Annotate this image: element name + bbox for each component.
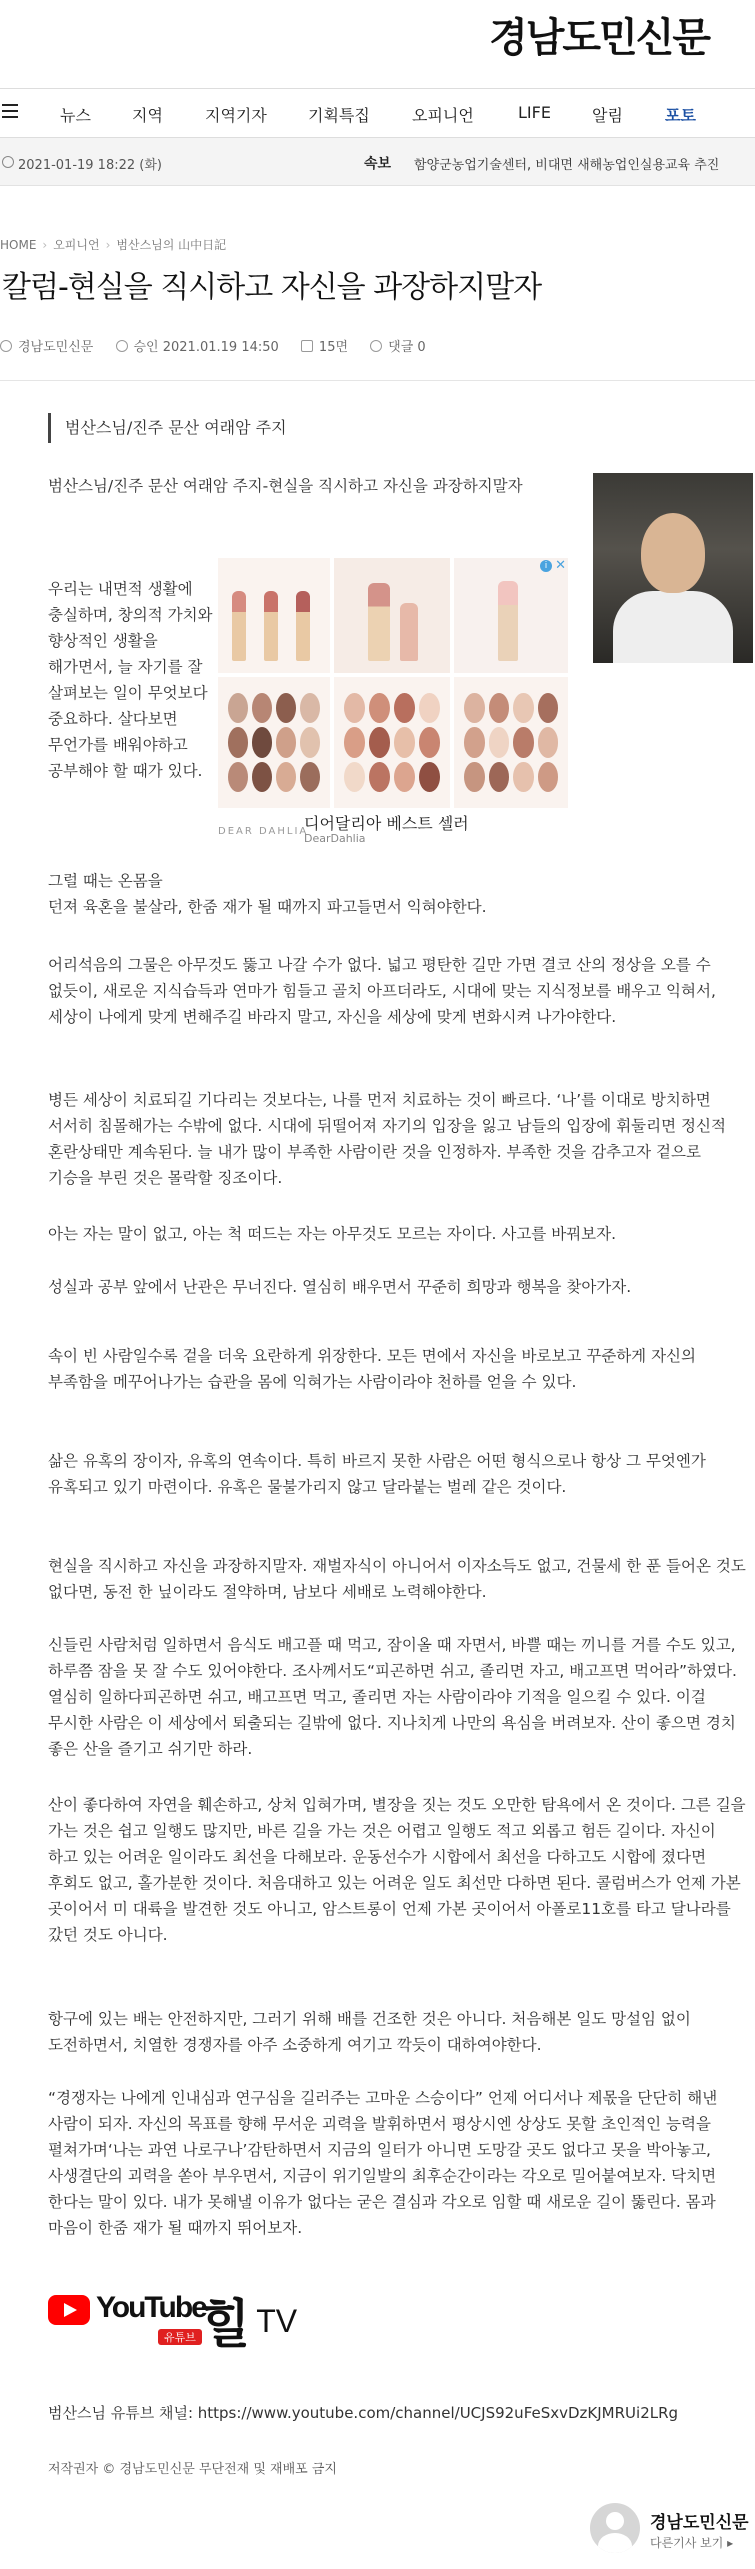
reporter-avatar bbox=[590, 2503, 640, 2553]
clock-icon bbox=[116, 340, 128, 352]
advertisement[interactable] bbox=[218, 558, 568, 846]
more-articles-link[interactable]: 다른기사 보기 ▸ bbox=[650, 2536, 734, 2550]
article-lead: 범산스님/진주 문산 여래암 주지-현실을 직시하고 자신을 과장하지말자 bbox=[48, 477, 523, 495]
youtube-play-icon bbox=[48, 2295, 90, 2325]
article-author: 경남도민신문 bbox=[18, 340, 94, 355]
article-approved-date: 승인 2021.01.19 14:50 bbox=[133, 340, 279, 355]
breadcrumb: HOME › 오피니언 › 범산스님의 山中日記 bbox=[0, 238, 227, 252]
comment-icon bbox=[370, 340, 382, 352]
article-paragraph: “경쟁자는 나에게 인내심과 연구심을 길러주는 고마운 스승이다” 언제 어디서나 제몫을 단단히 해낸 사람이 되자. 자신의 목표를 향해 무서운 괴력을 발휘하면서 평상시엔 상상도 못할 초인적인 능력을 펼쳐가며‘나는 과연 나로구나’감탄하면서 지금의 일터가 아니면 도망갈 곳도 없다고 못을 박아놓고, 사생결단의 괴력을 쏟아 부우면서, 지금이 위기일발의 최후순간이라는 각오로 밀어붙여보자. 닥치면 한다는 말이 있다. 내가 못해낼 이유가 없다는 굳은 결심과 각오로 임할 때 새로운 길이 뚫린다. 몸과 마음이 한줌 재가 될 때까지 뛰어보자. bbox=[48, 2089, 718, 2237]
clock-icon bbox=[2, 156, 14, 168]
article-paragraph: 속이 빈 사람일수록 겉을 더욱 요란하게 위장한다. 모든 면에서 자신을 바로보고 꾸준하게 자신의 부족함을 메꾸어나가는 습관을 몸에 익혀가는 사람이라야 천하를 얻을 수 있다. bbox=[48, 1347, 697, 1391]
main-nav bbox=[0, 88, 755, 138]
article-meta bbox=[0, 336, 444, 355]
article-paragraph: 산이 좋다하여 자연을 훼손하고, 상처 입혀가며, 별장을 짓는 것도 오만한 탐욕에서 온 것이다. 그른 길을 가는 것은 쉽고 일행도 많지만, 바른 길을 가는 것은 어렵고 일행도 적고 외롭고 험든 길이다. 자신이 하고 있는 어려운 일이라도 최선을 다해보라. 운동선수가 시합에서 최선을 다하고도 시합에 졌다면 후회도 없고, 홀가분한 것이다. 처음대하고 있는 어려운 일도 최선만 다하면 된다. 콜럼버스가 언제 가본 곳이어서 미 대륙을 발견한 것도 아니고, 암스트롱이 언제 가본 곳이어서 아폴로11호를 타고 달나라를 갔던 것도 아니다. bbox=[48, 1796, 746, 1944]
breadcrumb-section[interactable]: 범산스님의 山中日記 bbox=[116, 238, 227, 252]
nav-item-region-reporter[interactable]: 지역기자 bbox=[205, 106, 267, 125]
article-paragraph: 성실과 공부 앞에서 난관은 무너진다. 열심히 배우면서 꾸준히 희망과 행복을 찾아가자. bbox=[48, 1278, 632, 1296]
nav-item-life[interactable]: LIFE bbox=[518, 103, 551, 122]
ad-info-icon[interactable]: i bbox=[540, 560, 552, 572]
article-page: 15면 bbox=[318, 340, 349, 355]
nav-item-photo[interactable]: 포토 bbox=[665, 106, 696, 125]
author-photo bbox=[593, 473, 753, 663]
article-paragraph: 항구에 있는 배는 안전하지만, 그러기 위해 배를 건조한 것은 아니다. 처음해본 일도 망설임 없이 도전하면서, 치열한 경쟁자를 아주 소중하게 여기고 깍듯이 대하여야한다. bbox=[48, 2010, 691, 2054]
hamburger-menu-icon[interactable] bbox=[2, 104, 18, 120]
article-subtitle: 범산스님/진주 문산 여래암 주지 bbox=[48, 413, 287, 443]
nav-item-region[interactable]: 지역 bbox=[132, 106, 163, 125]
breaking-news-headline[interactable]: 함양군농업기술센터, 비대면 새해농업인실용교육 추진 bbox=[414, 158, 720, 173]
article-paragraph: 그럴 때는 온몸을 던져 육혼을 불살라, 한줌 재가 될 때까지 파고들면서 익혀야한다. bbox=[48, 872, 487, 916]
youtube-channel-link[interactable]: 범산스님 유튜브 채널: https://www.youtube.com/channel/UCJS92uFeSxvDzKJMRUi2LRg bbox=[48, 2404, 679, 2422]
page-icon bbox=[301, 340, 313, 352]
article-paragraph: 병든 세상이 치료되길 기다리는 것보다는, 나를 먼저 치료하는 것이 빠르다. ‘나’를 이대로 방치하면 서서히 침몰해가는 수밖에 없다. 시대에 뒤떨어져 자기의 입장을 잃고 남들의 입장에 휘둘리면 정신적 혼란상태만 계속된다. 늘 내가 많이 부족한 사람이란 것을 인정하자. 부족한 것을 감추고자 겉으로 기승을 부린 것은 몰락할 징조이다. bbox=[48, 1091, 726, 1187]
article-title: 칼럼-현실을 직시하고 자신을 과장하지말자 bbox=[2, 270, 542, 305]
ad-advertiser[interactable]: DearDahlia bbox=[304, 832, 366, 845]
current-date: 2021-01-19 18:22 (화) bbox=[18, 158, 162, 173]
date-bar bbox=[0, 138, 755, 186]
youtube-wordmark: YouTube bbox=[96, 2291, 206, 2324]
site-logo[interactable]: 경남도민신문 bbox=[489, 14, 709, 61]
nav-item-opinion[interactable]: 오피니언 bbox=[412, 106, 474, 125]
article-paragraph: 삶은 유혹의 장이자, 유혹의 연속이다. 특히 바르지 못한 사람은 어떤 형식으로나 항상 그 무엇엔가 유혹되고 있기 마련이다. 유혹은 물불가리지 않고 달라붙는 벌레 같은 것이다. bbox=[48, 1452, 706, 1496]
nav-item-special[interactable]: 기획특집 bbox=[308, 106, 370, 125]
divider bbox=[0, 380, 755, 381]
heal-tv-logo[interactable] bbox=[200, 2282, 297, 2357]
article-paragraph: 어리석음의 그물은 아무것도 뚫고 나갈 수가 없다. 넓고 평탄한 길만 가면 결코 산의 정상을 오를 수 없듯이, 새로운 지식습득과 연마가 힘들고 골치 아프더라도, 시대에 맞는 지식정보를 배우고 익혀서, 세상이 나에게 맞게 변해주길 바라지 말고, 자신을 세상에 맞게 변화시켜 나가야한다. bbox=[48, 956, 716, 1026]
comment-count[interactable]: 댓글 0 bbox=[388, 340, 426, 355]
heal-tv-label: TV bbox=[256, 2303, 298, 2339]
heal-char: 힐 bbox=[200, 2294, 251, 2355]
breadcrumb-opinion[interactable]: 오피니언 bbox=[53, 238, 100, 252]
article-paragraph: 아는 자는 말이 없고, 아는 척 떠드는 자는 아무것도 모르는 자이다. 사고를 바꿔보자. bbox=[48, 1225, 617, 1243]
author-icon bbox=[0, 340, 12, 352]
article-paragraph: 현실을 직시하고 자신을 과장하지말자. 재벌자식이 아니어서 이자소득도 없고, 건물세 한 푼 들어온 것도 없다면, 동전 한 닢이라도 절약하며, 남보다 세배로 노력해야한다. bbox=[48, 1557, 746, 1601]
article-paragraph: 신들린 사람처럼 일하면서 음식도 배고플 때 먹고, 잠이올 때 자면서, 바쁠 때는 끼니를 거를 수도 있고, 하루쯤 잠을 못 잘 수도 있어야한다. 조사께서도“피곤하면 쉬고, 졸리면 자고, 배고프면 먹어라”하였다. 열심히 일하다피곤하면 쉬고, 배고프면 먹고, 졸리면 자는 사람이라야 기적을 일으킬 수 있다. 이걸 무시한 사람은 이 세상에서 퇴출되는 길밖에 없다. 지나치게 나만의 욕심을 버려보자. 산이 좋으면 경치 좋은 산을 즐기고 쉬기만 하라. bbox=[48, 1636, 737, 1758]
reporter-name: 경남도민신문 bbox=[650, 2513, 749, 2533]
article-paragraph-side: 우리는 내면적 생활에 충실하며, 창의적 가치와 향상적인 생활을 해가면서, 늘 자기를 잘 살펴보는 일이 무엇보다 중요하다. 살다보면 무언가를 배워야하고 공부해야 할 때가 있다. bbox=[48, 580, 213, 780]
nav-item-news[interactable]: 뉴스 bbox=[60, 106, 91, 125]
nav-item-notice[interactable]: 알림 bbox=[592, 106, 623, 125]
breaking-news-label: 속보 bbox=[364, 156, 392, 172]
youtube-sub-label: 유튜브 bbox=[158, 2329, 202, 2345]
breadcrumb-home[interactable]: HOME bbox=[0, 238, 37, 252]
ad-brand-mark: DEAR DAHLIA bbox=[218, 826, 309, 837]
ad-caption[interactable]: 디어달리아 베스트 셀러 bbox=[304, 814, 469, 833]
ad-close-icon[interactable]: ✕ bbox=[555, 558, 566, 573]
copyright-notice: 저작권자 © 경남도민신문 무단전재 및 재배포 금지 bbox=[48, 2462, 337, 2477]
